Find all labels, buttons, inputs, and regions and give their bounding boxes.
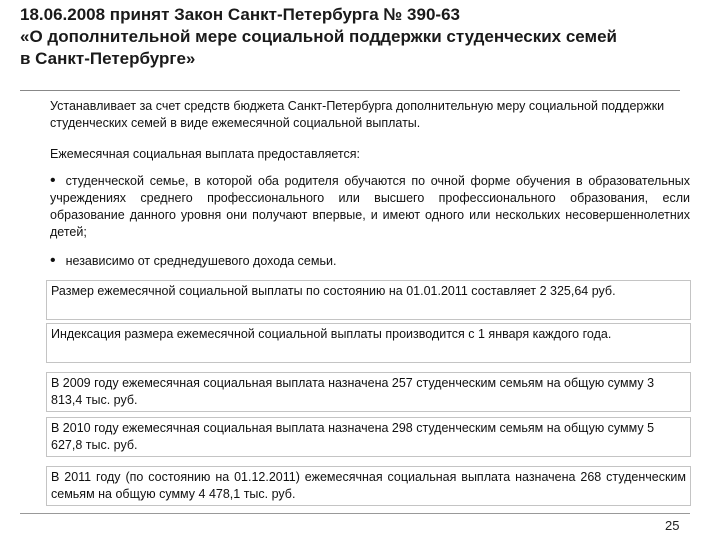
bullet-item xyxy=(50,252,690,270)
title-line-1: 18.06.2008 принят Закон Санкт-Петербурга № 390-63 xyxy=(20,5,460,24)
title-divider xyxy=(20,90,680,91)
intro-paragraph: Устанавливает за счет средств бюджета Санкт-Петербурга дополнительную меру социальной поддержки студенческих семей в виде ежемесячной социальной выплаты. xyxy=(50,99,665,130)
title-line-2: «О дополнительной мере социальной поддержки студенческих семей xyxy=(20,27,618,46)
title-line-3: в Санкт-Петербурге» xyxy=(20,49,196,68)
info-box-2011: В 2011 году (по состоянию на 01.12.2011) ежемесячная социальная выплата назначена 268 студенческим семьям на общую сумму 4 478,1 тыс. руб. xyxy=(46,466,691,506)
bullet-text: студенческой семье, в которой оба родителя обучаются по очной форме обучения в образовательных учреждениях среднего профессионального или высшего профессионального образования, если образование данного уровня они получают впервые, и имеют одного или нескольких несовершеннолетних детей; xyxy=(50,174,690,239)
info-box-2009: В 2009 году ежемесячная социальная выплата назначена 257 студенческим семьям на общую сумму 3 813,4 тыс. руб. xyxy=(46,372,691,412)
bullet-item xyxy=(50,172,690,241)
info-box-payment-size: Размер ежемесячной социальной выплаты по состоянию на 01.01.2011 составляет 2 325,64 руб. xyxy=(46,280,691,320)
lead-paragraph: Ежемесячная социальная выплата предоставляется: xyxy=(50,147,360,161)
info-box-indexation: Индексация размера ежемесячной социальной выплаты производится с 1 января каждого года. xyxy=(46,323,691,363)
footer-divider xyxy=(20,513,690,514)
bullet-text: независимо от среднедушевого дохода семьи. xyxy=(65,254,337,268)
page-number: 25 xyxy=(665,518,680,533)
bullet-icon: • xyxy=(50,252,56,269)
info-box-2010: В 2010 году ежемесячная социальная выплата назначена 298 студенческим семьям на общую сумму 5 627,8 тыс. руб. xyxy=(46,417,691,457)
slide-title xyxy=(20,4,710,70)
bullet-icon: • xyxy=(50,172,56,189)
